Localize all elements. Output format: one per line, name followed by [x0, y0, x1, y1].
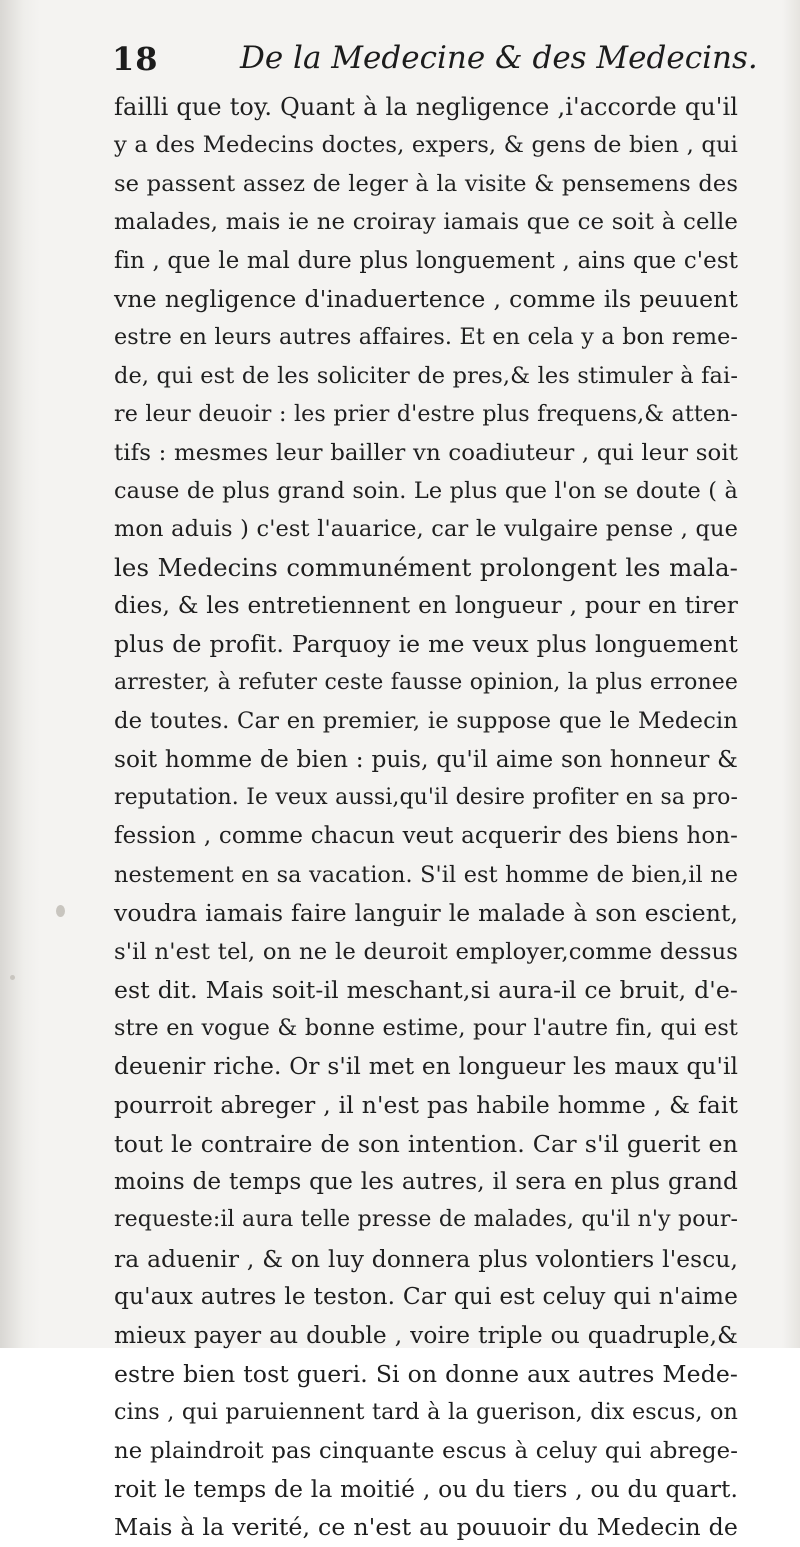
text-line: arrester, à refuter ceste fausse opinion, la plus erronee	[114, 669, 738, 695]
text-line: roit le temps de la moitié , ou du tiers , ou du quart.	[114, 1475, 738, 1504]
text-line: failli que toy. Quant à la negligence ,i'accorde qu'il	[114, 93, 738, 121]
text-line: moins de temps que les autres, il sera en plus grand	[114, 1167, 738, 1195]
text-line: pourroit abreger , il n'est pas habile homme , & fait	[114, 1091, 738, 1120]
text-line: de, qui est de les soliciter de pres,& les stimuler à fai-	[114, 362, 738, 389]
text-line: qu'aux autres le teston. Car qui est celuy qui n'aime	[114, 1283, 738, 1311]
text-line: fession , comme chacun veut acquerir des biens hon-	[114, 823, 738, 850]
text-line: Mais à la verité, ce n'est au pouuoir du Medecin de	[114, 1513, 738, 1542]
text-line: soit homme de bien : puis, qu'il aime son honneur &	[114, 745, 738, 773]
text-line: stre en vogue & bonne estime, pour l'autre fin, qui est	[114, 1015, 738, 1042]
text-line: les Medecins communément prolongent les mala-	[114, 552, 738, 582]
text-line: re leur deuoir : les prier d'estre plus frequens,& atten-	[114, 401, 738, 428]
text-line: mieux payer au double , voire triple ou quadruple,&	[114, 1321, 738, 1349]
text-line: tout le contraire de son intention. Car s'il guerit en	[114, 1129, 738, 1158]
page-edge-shadow	[782, 0, 800, 1348]
text-line: malades, mais ie ne croiray iamais que ce soit à celle	[114, 209, 738, 236]
text-line: ne plaindroit pas cinquante escus à celuy qui abrege-	[114, 1437, 738, 1464]
text-line: ra aduenir , & on luy donnera plus volontiers l'escu,	[114, 1244, 738, 1273]
text-line: voudra iamais faire languir le malade à son escient,	[114, 899, 738, 928]
text-line: estre bien tost gueri. Si on donne aux autres Mede-	[114, 1359, 738, 1388]
text-line: de toutes. Car en premier, ie suppose que le Medecin	[114, 708, 738, 735]
text-line: plus de profit. Parquoy ie me veux plus longuement	[114, 630, 738, 659]
ink-speck	[10, 975, 15, 980]
text-line: tifs : mesmes leur bailler vn coadiuteur , qui leur soit	[114, 439, 738, 466]
text-line: dies, & les entretiennent en longueur , pour en tirer	[114, 592, 738, 620]
text-line: est dit. Mais soit-il meschant,si aura-il ce bruit, d'e-	[114, 975, 738, 1004]
body-text	[114, 88, 738, 1547]
page-gutter-shadow	[0, 0, 40, 1348]
text-line: estre en leurs autres affaires. Et en cela y a bon reme-	[114, 324, 738, 351]
text-line: fin , que le mal dure plus longuement , ains que c'est	[114, 247, 738, 274]
text-line: vne negligence d'inaduertence , comme ils peuuent	[114, 284, 738, 313]
text-line: s'il n'est tel, on ne le deuroit employer,comme dessus	[114, 938, 738, 965]
ink-speck	[56, 905, 65, 917]
page-header	[112, 36, 758, 88]
text-line: y a des Medecins doctes, expers, & gens de bien , qui	[114, 132, 738, 159]
text-line: cause de plus grand soin. Le plus que l'on se doute ( à	[114, 477, 738, 504]
running-title: De la Medecine & des Medecins.	[240, 40, 758, 76]
text-line: se passent assez de leger à la visite & pensemens des	[114, 170, 738, 197]
text-line: reputation. Ie veux aussi,qu'il desire profiter en sa pro-	[114, 785, 738, 811]
text-line: deuenir riche. Or s'il met en longueur les maux qu'il	[114, 1052, 738, 1080]
text-line: nestement en sa vacation. S'il est homme de bien,il ne	[114, 861, 738, 888]
text-line: cins , qui paruiennent tard à la guerison, dix escus, on	[114, 1399, 738, 1426]
text-line: mon aduis ) c'est l'auarice, car le vulgaire pense , que	[114, 516, 738, 543]
page-number: 18	[112, 40, 159, 78]
text-line: requeste:il aura telle presse de malades, qu'il n'y pour-	[114, 1207, 738, 1233]
